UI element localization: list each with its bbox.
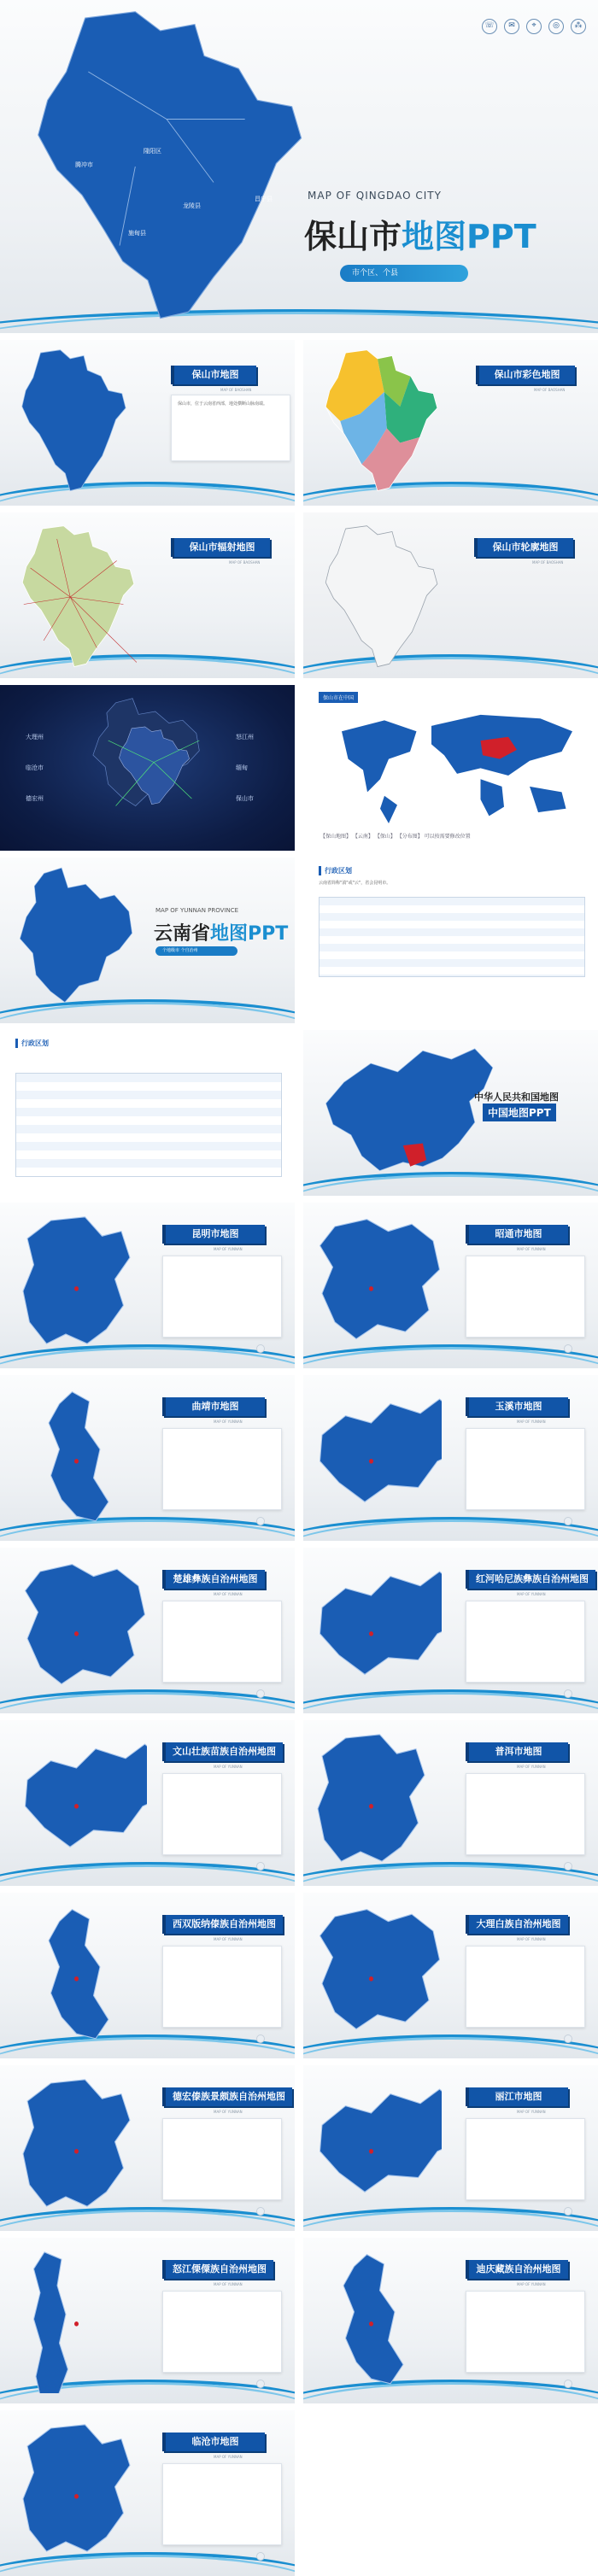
slide-subtitle: MAP OF BAOSHAN — [229, 560, 261, 565]
prefecture-map — [19, 1560, 147, 1703]
prefecture-text-card — [162, 1256, 282, 1338]
prefecture-title: 楚雄彝族自治州地图 — [162, 1570, 265, 1589]
map-shape — [17, 348, 128, 494]
circle-icon — [256, 1862, 265, 1871]
prefecture-slide — [0, 2065, 295, 2231]
map-label-shidian: 施甸县 — [128, 230, 146, 237]
prefecture-subtitle: MAP OF YUNNAN — [517, 1937, 546, 1941]
slide-world-map — [303, 685, 598, 851]
text-card: 保山市，位于云南省西部，地处横断山脉南端。 — [171, 395, 290, 461]
map-shape — [85, 697, 222, 842]
neighbor-label-1: 大理州 — [26, 734, 44, 741]
map-label-changning: 昌宁县 — [255, 196, 273, 202]
slide-yunnan-cover — [0, 858, 295, 1023]
prefecture-map — [19, 2422, 147, 2566]
prefecture-slide — [303, 2065, 598, 2231]
prefecture-subtitle: MAP OF YUNNAN — [517, 2110, 546, 2114]
prefecture-slide — [303, 1720, 598, 1886]
circle-icon — [564, 2207, 572, 2216]
circle-icon — [256, 1344, 265, 1353]
china-title-1: 中华人民共和国地图 — [474, 1092, 559, 1103]
network-icon[interactable]: ⁂ — [571, 19, 586, 34]
contact-icons — [482, 19, 586, 34]
prefecture-slide — [0, 1893, 295, 2058]
prefecture-title: 曲靖市地图 — [162, 1397, 265, 1416]
prefecture-slide — [303, 1548, 598, 1713]
prefecture-subtitle: MAP OF YUNNAN — [517, 1420, 546, 1424]
prefecture-slide — [0, 1375, 295, 1541]
prefecture-text-card — [466, 2118, 585, 2200]
slide-baoshan-map — [0, 340, 295, 506]
prefecture-map — [19, 2250, 147, 2393]
prefecture-slide — [303, 1203, 598, 1368]
prefecture-subtitle: MAP OF YUNNAN — [214, 1247, 243, 1251]
cover-en-title: MAP OF QINGDAO CITY — [308, 190, 442, 202]
prefecture-subtitle: MAP OF YUNNAN — [517, 1765, 546, 1769]
prefecture-text-card — [162, 1773, 282, 1855]
prefecture-map — [314, 2077, 442, 2221]
map-shape — [320, 348, 440, 494]
map-label-tengchong: 腾冲市 — [75, 161, 93, 168]
section-text: 云南省简称"滇"或"云"，省会昆明市。 — [319, 881, 391, 886]
world-caption: 【保山地图】 【云南】 【保山】 【分布图】 可以按需要修改位置 — [320, 834, 471, 840]
prefecture-slide — [0, 1548, 295, 1713]
prefecture-text-card — [466, 1601, 585, 1683]
slide-subtitle: MAP OF BAOSHAN — [534, 388, 566, 392]
cover-title — [304, 210, 536, 257]
slide-admin-table-1 — [303, 858, 598, 1023]
prefecture-map — [314, 1387, 442, 1531]
prefecture-title: 文山壮族苗族自治州地图 — [162, 1742, 283, 1761]
world-tag: 保山市在中国 — [319, 692, 358, 703]
yunnan-title — [154, 919, 288, 946]
neighbor-label-5: 缅甸 — [236, 764, 248, 771]
map-shape — [320, 524, 440, 670]
prefecture-title: 迪庆藏族自治州地图 — [466, 2260, 568, 2279]
prefecture-subtitle: MAP OF YUNNAN — [214, 1937, 243, 1941]
section-head: 行政区划 — [15, 1039, 49, 1048]
prefecture-subtitle: MAP OF YUNNAN — [214, 2110, 243, 2114]
prefecture-subtitle: MAP OF YUNNAN — [214, 1765, 243, 1769]
slide-subtitle: MAP OF BAOSHAN — [220, 388, 252, 392]
prefecture-slide — [0, 1203, 295, 1368]
prefecture-title: 丽江市地图 — [466, 2087, 568, 2106]
circle-icon — [564, 1862, 572, 1871]
prefecture-slide — [0, 2238, 295, 2403]
circle-icon — [256, 2034, 265, 2043]
circle-icon — [256, 1689, 265, 1698]
slide-baoshan-radial-map — [0, 512, 295, 678]
map-label-longyang: 隆阳区 — [144, 148, 161, 155]
prefecture-text-card — [162, 1428, 282, 1510]
prefecture-title: 昆明市地图 — [162, 1225, 265, 1244]
neighbor-label-3: 德宏州 — [26, 795, 44, 802]
circle-icon — [256, 1517, 265, 1525]
world-map-shape — [320, 704, 577, 823]
prefecture-subtitle: MAP OF YUNNAN — [214, 2455, 243, 2459]
slide-china-map — [303, 1030, 598, 1196]
location-icon[interactable]: ⌖ — [526, 19, 542, 34]
neighbor-label-4: 怒江州 — [236, 734, 254, 741]
slide-admin-table-2 — [0, 1030, 295, 1196]
cover-title-blue: 地图PPT — [402, 218, 536, 255]
map-shape — [17, 524, 137, 670]
cover-pill: 市个区、个县 — [340, 265, 468, 282]
circle-icon — [256, 2207, 265, 2216]
prefecture-slide — [303, 2238, 598, 2403]
prefecture-map — [19, 1905, 147, 2048]
prefecture-title: 普洱市地图 — [466, 1742, 568, 1761]
prefecture-text-card — [162, 2463, 282, 2545]
prefecture-text-card — [162, 1601, 282, 1683]
prefecture-map — [19, 1732, 147, 1876]
prefecture-slide — [303, 1375, 598, 1541]
circle-icon — [564, 1689, 572, 1698]
china-map-shape — [317, 1040, 496, 1177]
neighbor-label-2: 临沧市 — [26, 764, 44, 771]
prefecture-subtitle: MAP OF YUNNAN — [214, 1592, 243, 1596]
mail-icon[interactable]: ✉ — [504, 19, 519, 34]
prefecture-map — [314, 2250, 442, 2393]
yunnan-map-shape — [12, 866, 140, 1011]
prefecture-text-card — [466, 1946, 585, 2028]
circle-icon — [564, 1517, 572, 1525]
prefecture-slide — [0, 1720, 295, 1886]
prefecture-subtitle: MAP OF YUNNAN — [517, 1247, 546, 1251]
circle-icon — [256, 2552, 265, 2561]
prefecture-map — [19, 1387, 147, 1531]
prefecture-text-card — [162, 1946, 282, 2028]
admin-table — [15, 1073, 282, 1177]
slide-title: 保山市彩色地图 — [476, 366, 575, 384]
prefecture-subtitle: MAP OF YUNNAN — [517, 1592, 546, 1596]
prefecture-text-card — [162, 2118, 282, 2200]
prefecture-title: 红河哈尼族彝族自治州地图 — [466, 1570, 595, 1589]
prefecture-title: 大理白族自治州地图 — [466, 1915, 568, 1934]
prefecture-title: 玉溪市地图 — [466, 1397, 568, 1416]
circle-icon — [564, 1344, 572, 1353]
slide-title: 保山市地图 — [171, 366, 256, 384]
slide-baoshan-neighbors — [0, 685, 295, 851]
yunnan-title-black: 云南省 — [154, 923, 211, 945]
circle-icon — [256, 2380, 265, 2388]
section-head: 行政区划 — [319, 866, 352, 875]
china-title-2: 中国地图PPT — [483, 1104, 556, 1121]
prefecture-map — [314, 1732, 442, 1876]
prefecture-map — [19, 2077, 147, 2221]
admin-table — [319, 897, 585, 977]
prefecture-slide — [303, 1893, 598, 2058]
prefecture-subtitle: MAP OF YUNNAN — [214, 2282, 243, 2286]
map-label-longling: 龙陵县 — [183, 202, 201, 209]
prefecture-text-card — [466, 2291, 585, 2373]
prefecture-subtitle: MAP OF YUNNAN — [214, 1420, 243, 1424]
neighbor-label-6: 保山市 — [236, 795, 254, 802]
phone-icon[interactable]: ☏ — [482, 19, 497, 34]
slide-title: 保山市辐射地图 — [171, 538, 270, 557]
prefecture-title: 临沧市地图 — [162, 2433, 265, 2451]
prefecture-text-card — [466, 1256, 585, 1338]
prefecture-title: 昭通市地图 — [466, 1225, 568, 1244]
slide-subtitle: MAP OF BAOSHAN — [532, 560, 564, 565]
circle-icon — [564, 2034, 572, 2043]
prefecture-slide — [0, 2410, 295, 2576]
cover-title-black: 保山市 — [304, 218, 402, 255]
prefecture-text-card — [466, 1773, 585, 1855]
slide-baoshan-outline-map — [303, 512, 598, 678]
prefecture-map — [314, 1905, 442, 2048]
prefecture-text-card — [162, 2291, 282, 2373]
prefecture-map — [314, 1215, 442, 1358]
slide-baoshan-color-map — [303, 340, 598, 506]
yunnan-pill: 个地级市 个自治州 — [155, 946, 237, 956]
prefecture-title: 西双版纳傣族自治州地图 — [162, 1915, 283, 1934]
yunnan-title-blue: 地图PPT — [210, 923, 289, 945]
prefecture-title: 德宏傣族景颇族自治州地图 — [162, 2087, 292, 2106]
prefecture-subtitle: MAP OF YUNNAN — [517, 2282, 546, 2286]
slide-title: 保山市轮廓地图 — [474, 538, 573, 557]
circle-icon — [564, 2380, 572, 2388]
web-icon[interactable]: ◎ — [548, 19, 564, 34]
cover-slide — [0, 0, 598, 333]
yunnan-en-title: MAP OF YUNNAN PROVINCE — [155, 907, 239, 914]
prefecture-map — [19, 1215, 147, 1358]
baoshan-map — [26, 9, 308, 325]
prefecture-map — [314, 1560, 442, 1703]
prefecture-text-card — [466, 1428, 585, 1510]
prefecture-title: 怒江傈僳族自治州地图 — [162, 2260, 273, 2279]
